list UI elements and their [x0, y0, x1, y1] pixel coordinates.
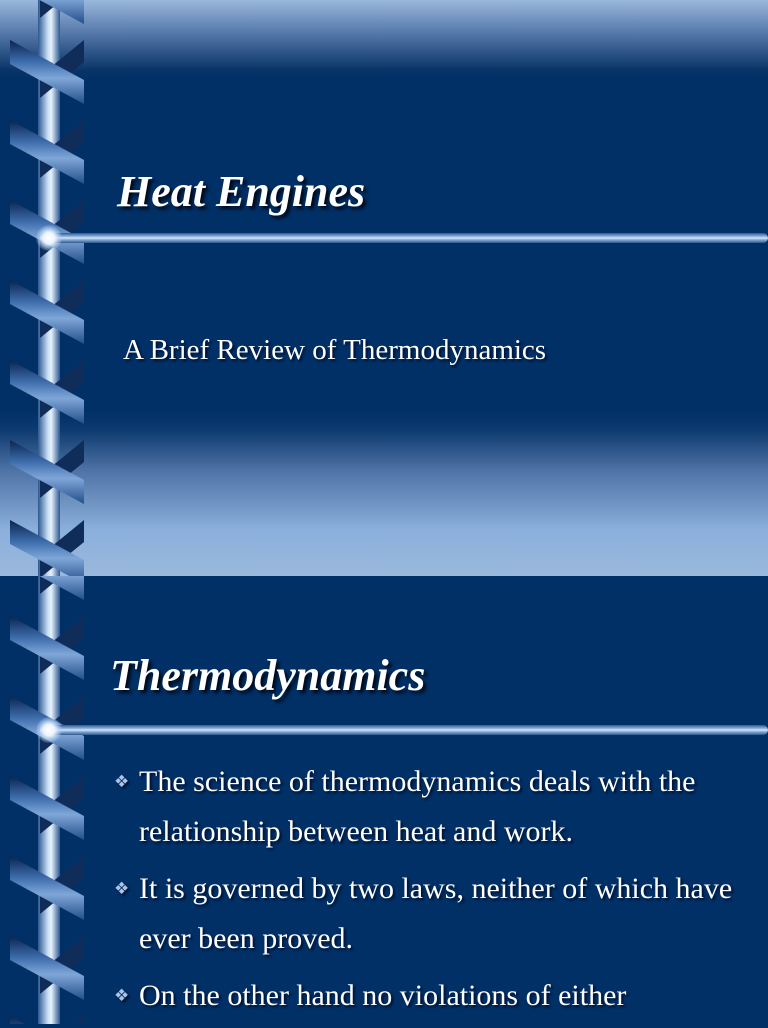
bullet-item [114, 864, 754, 964]
diamond-bullet-icon: ❖ [114, 772, 130, 792]
bar-knob-highlight [36, 717, 62, 743]
slide-title: Heat Engines [117, 167, 366, 216]
bullet-text: On the other hand no violations of either [139, 979, 627, 1012]
bullet-item [114, 757, 754, 857]
slide-subtitle: A Brief Review of Thermodynamics [123, 334, 547, 366]
diamond-bullet-icon: ❖ [114, 986, 130, 1006]
bullet-item [114, 971, 754, 1021]
diamond-bullet-icon: ❖ [114, 879, 130, 899]
title-underline-bar [40, 725, 768, 735]
bullet-text: It is governed by two laws, neither of which have ever been proved. [139, 872, 733, 955]
bar-knob-highlight [36, 225, 62, 251]
bullet-list [114, 757, 754, 1028]
title-underline-bar [40, 233, 768, 243]
spiral-binding-decoration [0, 576, 90, 1024]
spiral-binding-decoration [0, 0, 90, 576]
slide-title: Thermodynamics [110, 651, 426, 700]
bullet-text: The science of thermodynamics deals with the relationship between heat and work. [139, 765, 696, 848]
